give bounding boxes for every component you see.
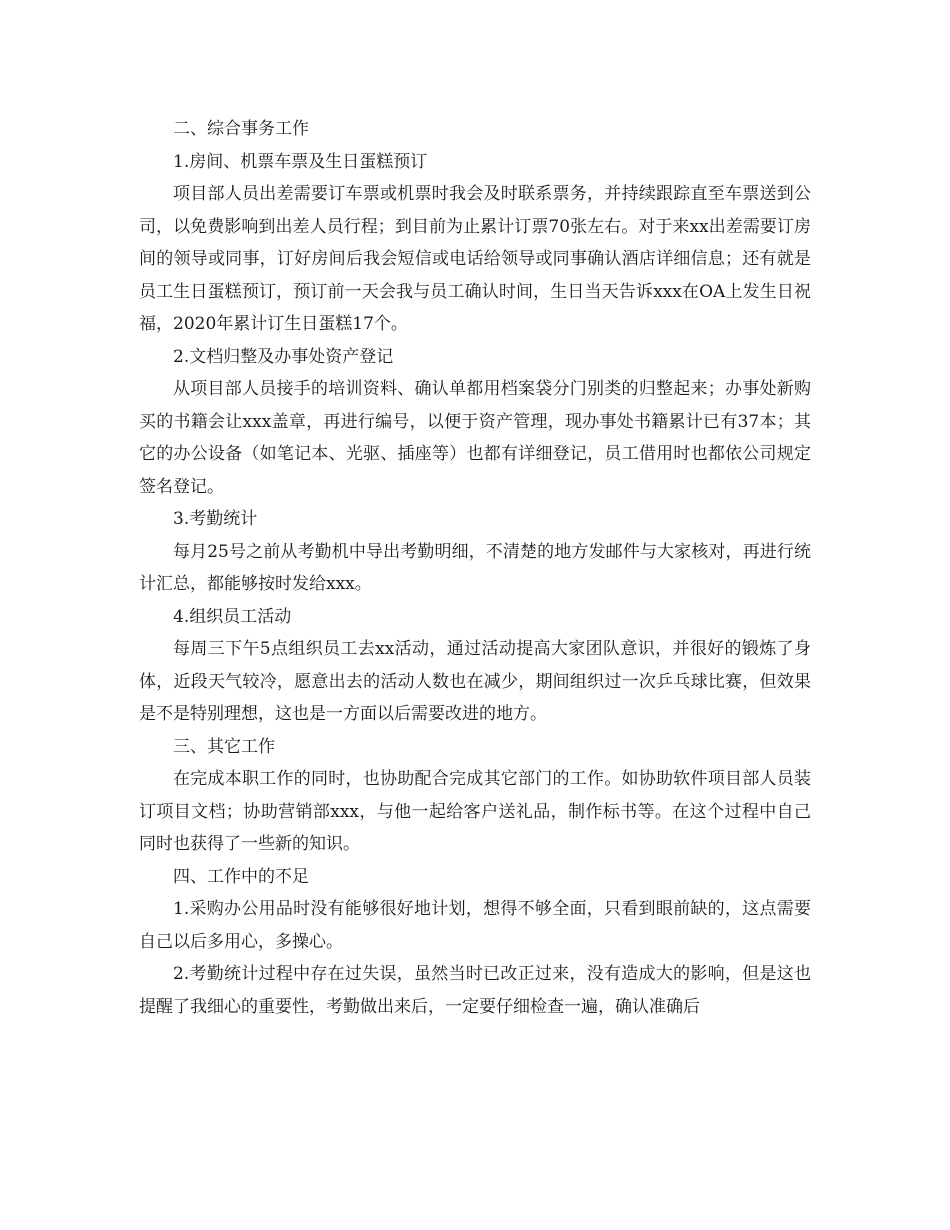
- subheading-attendance: 3.考勤统计: [173, 509, 258, 529]
- paragraph-document-asset: 从项目部人员接手的培训资料、确认单都用档案袋分门别类的归整起来；办事处新购买的书籍会让xxx盖章，再进行编号，以便于资产管理，现办事处书籍累计已有37本；其它的办公设备（如笔记本、光驱、插座等）也都有详细登记，员工借用时也都依公司规定签名登记。: [139, 379, 811, 497]
- section-heading-shortcomings: 四、工作中的不足: [173, 866, 309, 887]
- document-body: [139, 113, 811, 1023]
- subheading-activities: 4.组织员工活动: [173, 606, 292, 627]
- section-heading-general-affairs: 二、综合事务工作: [173, 119, 309, 139]
- paragraph-shortcoming-1: 1.采购办公用品时没有能够很好地计划，想得不够全面，只看到眼前缺的，这点需要自己以后多用心，多操心。: [139, 899, 811, 952]
- paragraph-attendance: 每月25号之前从考勤机中导出考勤明细，不清楚的地方发邮件与大家核对，再进行统计汇总，都能够按时发给xxx。: [139, 541, 811, 594]
- section-heading-other-work: 三、其它工作: [173, 736, 275, 757]
- subheading-booking: 1.房间、机票车票及生日蛋糕预订: [173, 151, 428, 172]
- paragraph-activities: 每周三下午5点组织员工去xx活动，通过活动提高大家团队意识，并很好的锻炼了身体，近段天气较冷，愿意出去的活动人数也在减少，期间组织过一次乒乓球比赛，但效果是不是特别理想，这也是一方面以后需要改进的地方。: [139, 639, 811, 724]
- paragraph-shortcoming-2: 2.考勤统计过程中存在过失误，虽然当时已改正过来，没有造成大的影响，但是这也提醒了我细心的重要性，考勤做出来后，一定要仔细检查一遍，确认准确后: [139, 964, 811, 1017]
- paragraph-other-work: 在完成本职工作的同时，也协助配合完成其它部门的工作。如协助软件项目部人员装订项目文档；协助营销部xxx，与他一起给客户送礼品，制作标书等。在这个过程中自己同时也获得了一些新的知识。: [139, 769, 811, 854]
- subheading-document-asset: 2.文档归整及办事处资产登记: [173, 346, 394, 367]
- paragraph-booking: 项目部人员出差需要订车票或机票时我会及时联系票务，并持续跟踪直至车票送到公司，以免费影响到出差人员行程；到目前为止累计订票70张左右。对于来xx出差需要订房间的领导或同事，订好房间后我会短信或电话给领导或同事确认酒店详细信息；还有就是员工生日蛋糕预订，预订前一天会我与员工确认时间，生日当天告诉xxx在OA上发生日祝福，2020年累计订生日蛋糕17个。: [139, 184, 811, 334]
